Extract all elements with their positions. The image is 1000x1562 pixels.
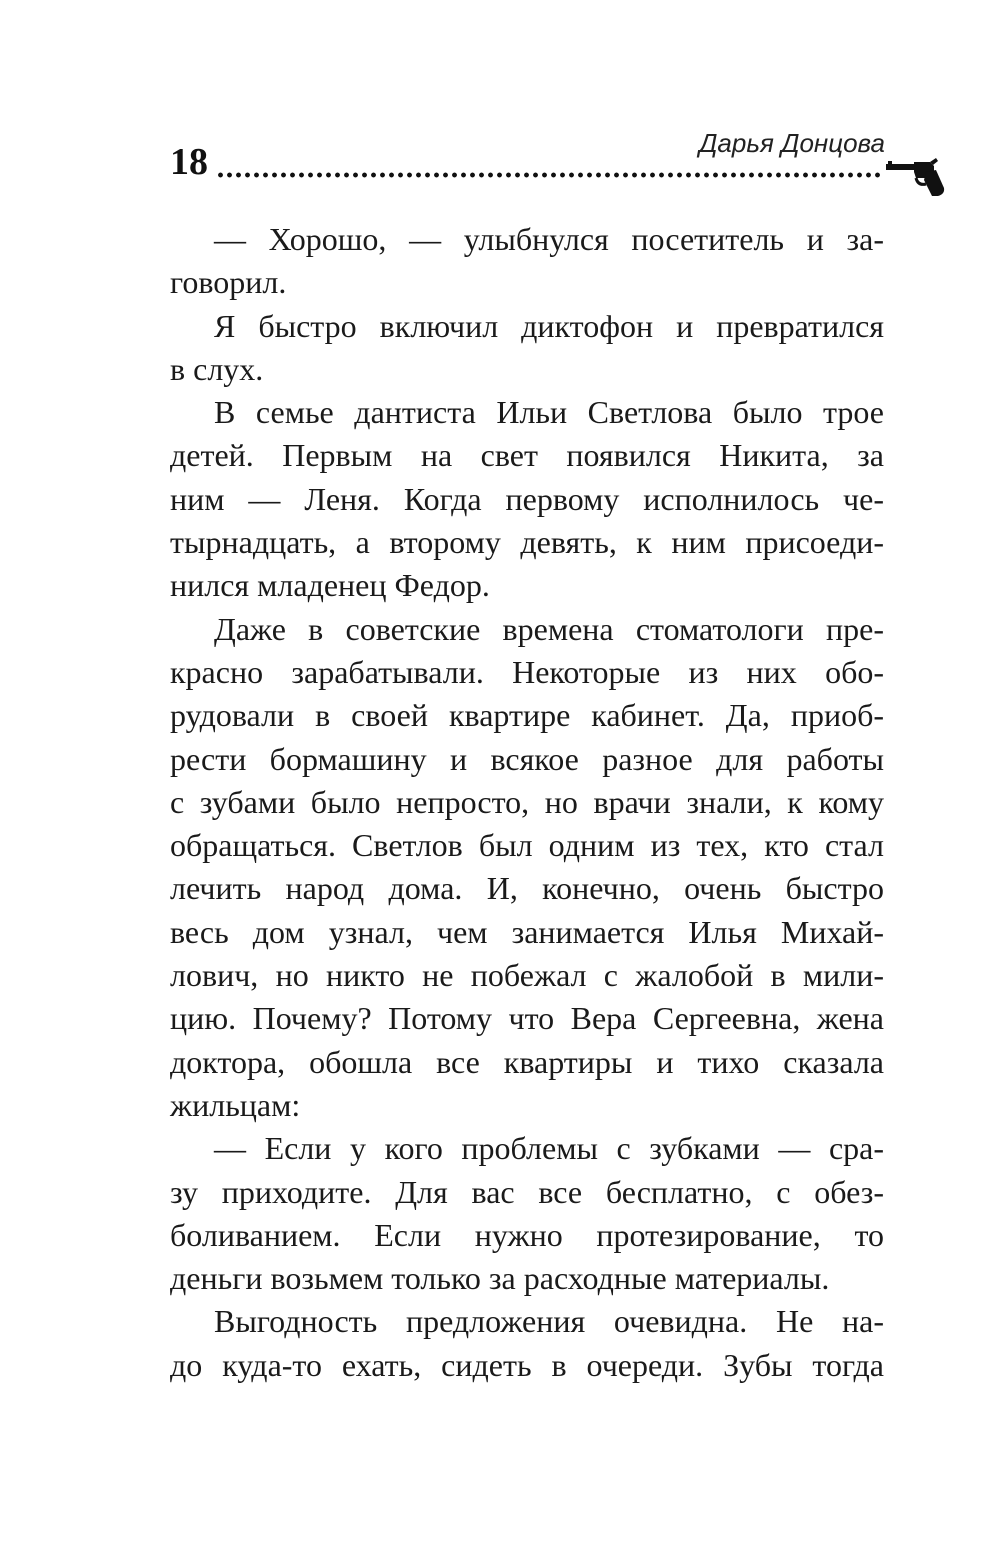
text-line: Я быстро включил диктофон и превратился: [214, 307, 884, 344]
text-line: ним — Леня. Когда первому исполнилось че-: [170, 480, 884, 517]
text-line: боливанием. Если нужно протезирование, то: [170, 1216, 884, 1253]
text-line: детей. Первым на свет появился Никита, за: [170, 437, 884, 474]
text-line: Выгодность предложения очевидна. Не на-: [214, 1303, 884, 1340]
text-line: рести бормашину и всякое разное для работы: [170, 740, 884, 777]
text-line: лечить народ дома. И, конечно, очень быстро: [170, 870, 884, 907]
text-line: цию. Почему? Потому что Вера Сергеевна, жена: [170, 1000, 884, 1037]
text-line: до куда-то ехать, сидеть в очереди. Зубы тогда: [170, 1346, 884, 1383]
text-line: доктора, обошла все квартиры и тихо сказала: [170, 1043, 884, 1080]
text-line: красно зарабатывали. Некоторые из них обо-: [170, 653, 884, 690]
revolver-icon: [886, 158, 946, 198]
dotted-leader: [216, 172, 884, 178]
text-line: в слух.: [170, 350, 264, 387]
text-line: зу приходите. Для вас все бесплатно, с обез-: [170, 1173, 884, 1210]
author-name: Дарья Донцова: [699, 128, 885, 158]
running-header: [170, 128, 947, 198]
text-line: деньги возьмем только за расходные материалы.: [170, 1260, 830, 1297]
text-line: весь дом узнал, чем занимается Илья Михай-: [170, 913, 884, 950]
text-line: жильцам:: [170, 1086, 301, 1123]
text-line: обращаться. Светлов был одним из тех, кто стал: [170, 827, 884, 864]
text-line: — Если у кого проблемы с зубками — сра-: [214, 1130, 884, 1167]
text-line: — Хорошо, — улыбнулся посетитель и за-: [214, 221, 884, 257]
page-number: 18: [170, 141, 208, 183]
text-line: лович, но никто не побежал с жалобой в мили-: [170, 957, 884, 994]
text-line: Даже в советские времена стоматологи пре-: [214, 610, 884, 647]
text-line: В семье дантиста Ильи Светлова было трое: [214, 394, 884, 431]
body-text: [170, 218, 884, 1387]
text-line: рудовали в своей квартире кабинет. Да, приоб-: [170, 697, 884, 734]
text-line: говорил.: [170, 264, 287, 301]
text-line: нился младенец Федор.: [170, 567, 490, 604]
text-line: с зубами было непросто, но врачи знали, к кому: [170, 783, 884, 820]
text-line: тырнадцать, а второму девять, к ним присоеди-: [170, 524, 884, 561]
